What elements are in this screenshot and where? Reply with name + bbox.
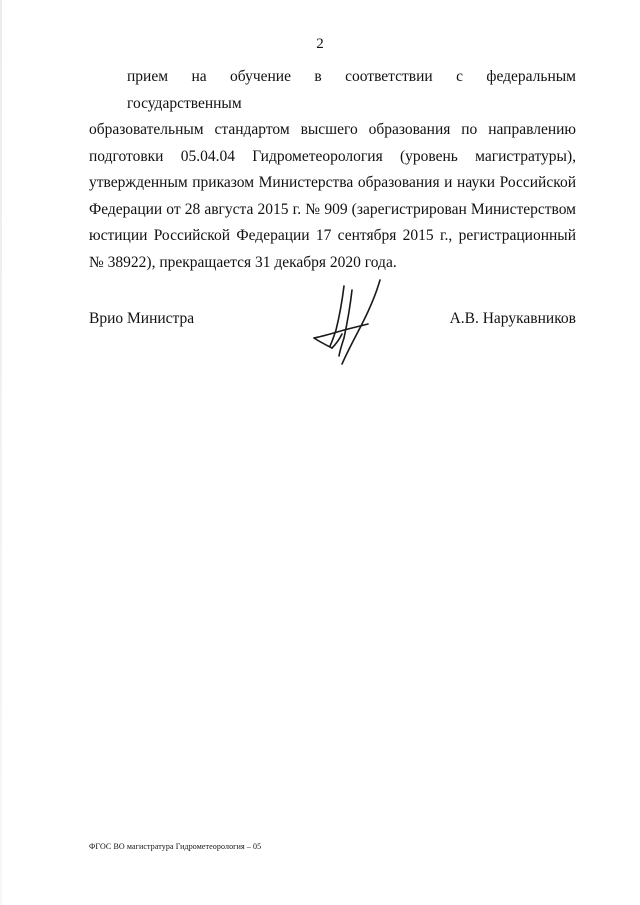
paragraph-line-4: утвержденным приказом Министерства образования и науки Российской: [89, 174, 576, 191]
page-number: 2: [316, 36, 324, 52]
paragraph-line-2: образовательным стандартом высшего образования по направлению: [89, 121, 576, 138]
signer-title: Врио Министра: [89, 310, 195, 327]
paragraph-line-6: юстиции Российской Федерации 17 сентября 2015 г., регистрационный: [89, 227, 576, 244]
signer-name: А.В. Нарукавников: [449, 310, 576, 327]
paragraph-line-7: № 38922), прекращается 31 декабря 2020 года.: [89, 253, 397, 271]
paragraph-line-5: Федерации от 28 августа 2015 г. № 909 (зарегистрирован Министерством: [89, 200, 576, 218]
document-footer: ФГОС ВО магистратура Гидрометеорология – 05: [89, 842, 262, 851]
paragraph-line-1: прием на обучение в соответствии с федеральным государственным: [127, 68, 576, 112]
paragraph-line-3: подготовки 05.04.04 Гидрометеорология (уровень магистратуры),: [89, 147, 576, 165]
order-paragraph: [89, 64, 576, 276]
scan-edge: [0, 0, 2, 905]
handwritten-signature: [306, 272, 388, 368]
